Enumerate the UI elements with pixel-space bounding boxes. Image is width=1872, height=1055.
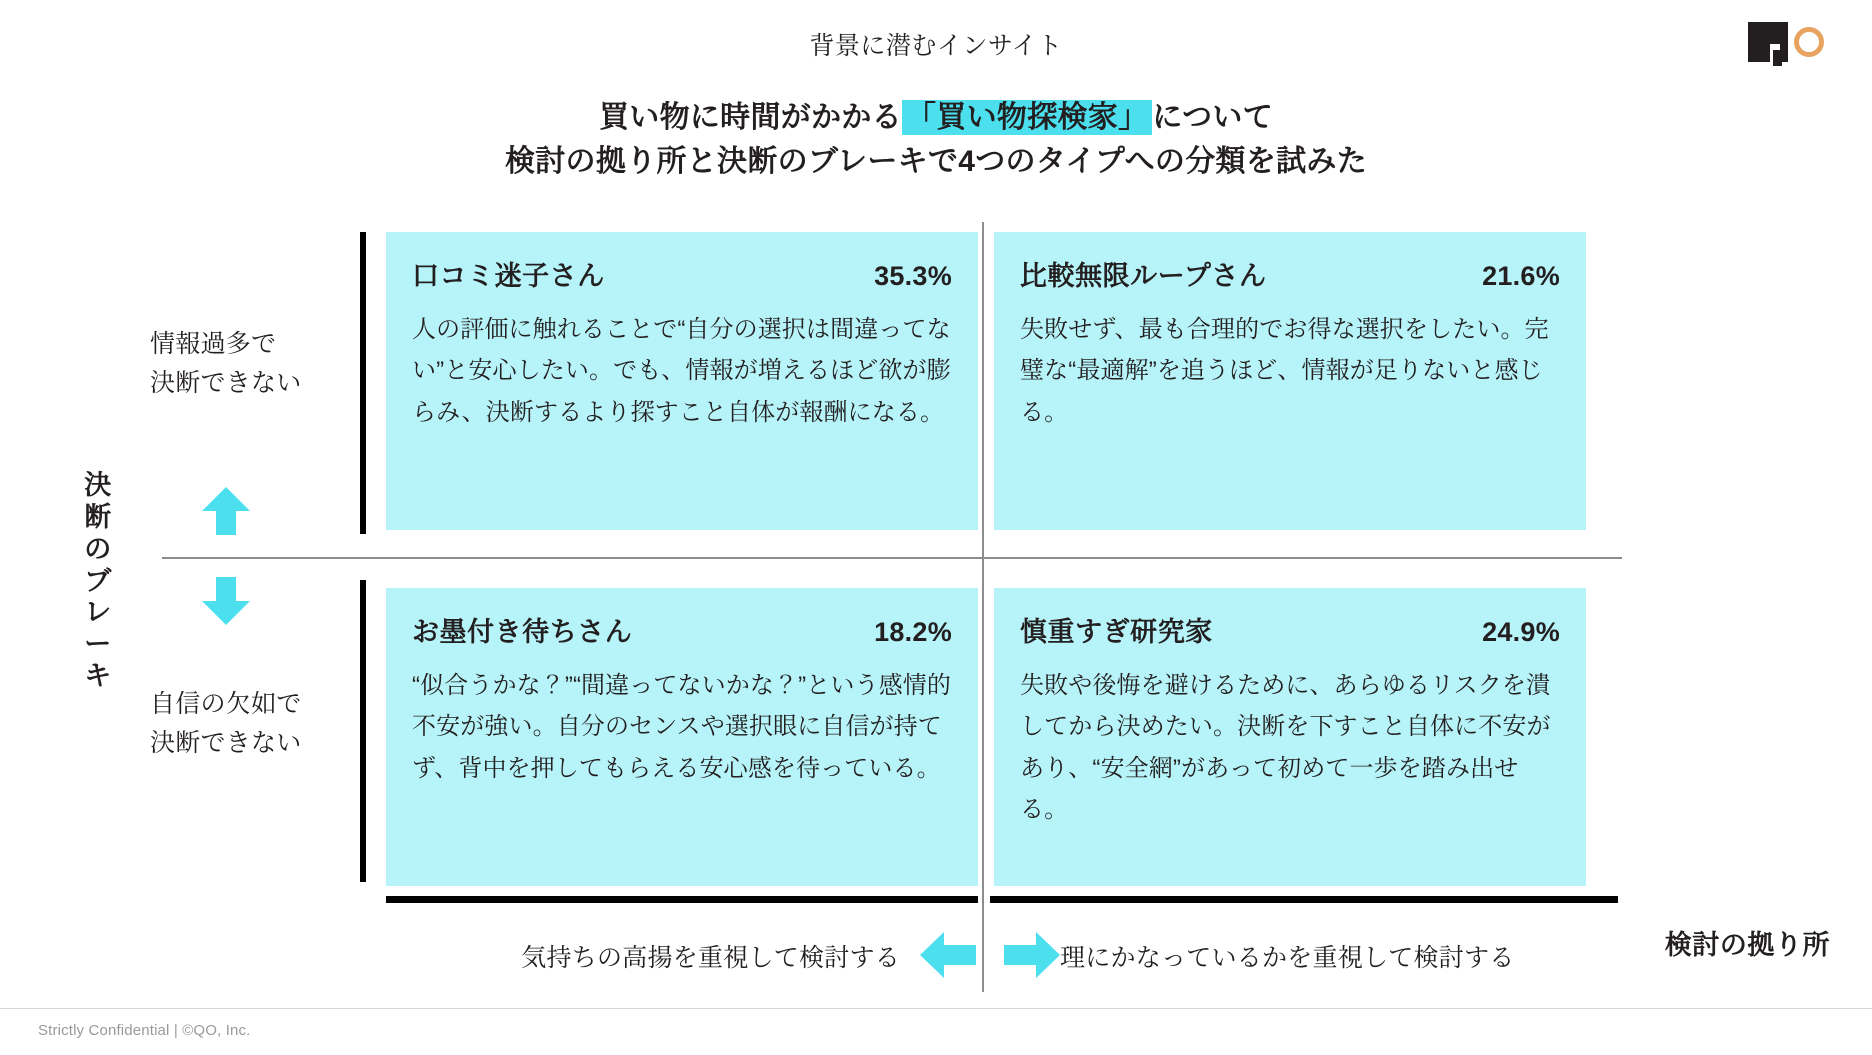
accent-bar-bottom-left — [360, 580, 366, 882]
eyebrow-text: 背景に潜むインサイト — [809, 32, 1063, 60]
card-title: 慎重すぎ研究家 — [1020, 617, 1213, 647]
x-axis-label: 検討の拠り所 — [1664, 930, 1830, 960]
card-body-text: “似合うかな？”“間違ってないかな？”という感情的不安が強い。自分のセンスや選択眼に自信が持てず、背中を押してもらえる安心感を待っている。 — [412, 672, 951, 782]
y-axis-low-label — [150, 685, 302, 763]
headline-part2: について — [1152, 101, 1273, 134]
page-title — [0, 96, 1872, 183]
arrow-left-icon — [918, 930, 978, 980]
accent-bar-bottom-right-horizontal — [990, 896, 1618, 903]
headline-line2: 検討の拠り所と決断のブレーキで4つのタイプへの分類を試みた — [504, 144, 1368, 178]
headline-highlight: 「買い物探検家」 — [902, 100, 1152, 135]
card-percent: 18.2% — [874, 617, 952, 647]
y-axis-label: 決断のブレーキ — [84, 470, 112, 692]
headline-part1: 買い物に時間がかかる — [598, 101, 902, 134]
footer-confidential-text: Strictly Confidential | ©QO, Inc. — [38, 1022, 251, 1039]
card-title: お墨付き待ちさん — [412, 617, 633, 647]
y-axis-low-line1: 自信の欠如で — [150, 690, 302, 718]
quadrant-card-top-left[interactable] — [386, 232, 978, 530]
x-axis-left-label: 気持ちの高揚を重視して検討する — [521, 944, 900, 972]
accent-bar-top-left — [360, 232, 366, 534]
card-body-text: 失敗せず、最も合理的でお得な選択をしたい。完璧な“最適解”を追うほど、情報が足りないと感じる。 — [1020, 316, 1549, 426]
arrow-down-icon — [198, 575, 254, 627]
logo-o-circle — [1794, 27, 1824, 57]
y-axis-low-line2: 決断できない — [150, 728, 302, 757]
card-percent: 35.3% — [874, 261, 952, 291]
horizontal-axis-divider — [162, 557, 1622, 559]
qo-logo — [1748, 22, 1830, 68]
quadrant-card-bottom-right[interactable] — [994, 588, 1586, 886]
card-header — [412, 254, 952, 293]
card-title: 口コミ迷子さん — [412, 261, 605, 291]
y-axis-high-label — [150, 325, 302, 403]
card-percent: 21.6% — [1482, 261, 1560, 291]
card-body-text: 失敗や後悔を避けるために、あらゆるリスクを潰してから決めたい。決断を下すこと自体に不安があり、“安全網”があって初めて一歩を踏み出せる。 — [1020, 672, 1551, 823]
quadrant-card-top-right[interactable] — [994, 232, 1586, 530]
accent-bar-bottom-left-horizontal — [386, 896, 978, 903]
card-header — [1020, 610, 1560, 649]
x-axis-right-label: 理にかなっているかを重視して検討する — [1060, 944, 1515, 972]
logo-q-shape — [1748, 22, 1788, 62]
card-title: 比較無限ループさん — [1020, 261, 1267, 291]
card-body-text: 人の評価に触れることで“自分の選択は間違ってない”と安心したい。でも、情報が増えるほど欲が膨らみ、決断するより探すこと自体が報酬になる。 — [412, 316, 951, 426]
y-axis-high-line2: 決断できない — [150, 368, 302, 397]
card-header — [1020, 254, 1560, 293]
logo-q-tail — [1773, 50, 1782, 66]
card-header — [412, 610, 952, 649]
card-percent: 24.9% — [1482, 617, 1560, 647]
arrow-up-icon — [198, 485, 254, 537]
footer-divider — [0, 1008, 1872, 1009]
quadrant-card-bottom-left[interactable] — [386, 588, 978, 886]
y-axis-high-line1: 情報過多で — [150, 330, 277, 358]
vertical-axis-divider — [982, 222, 984, 992]
arrow-right-icon — [1002, 930, 1062, 980]
